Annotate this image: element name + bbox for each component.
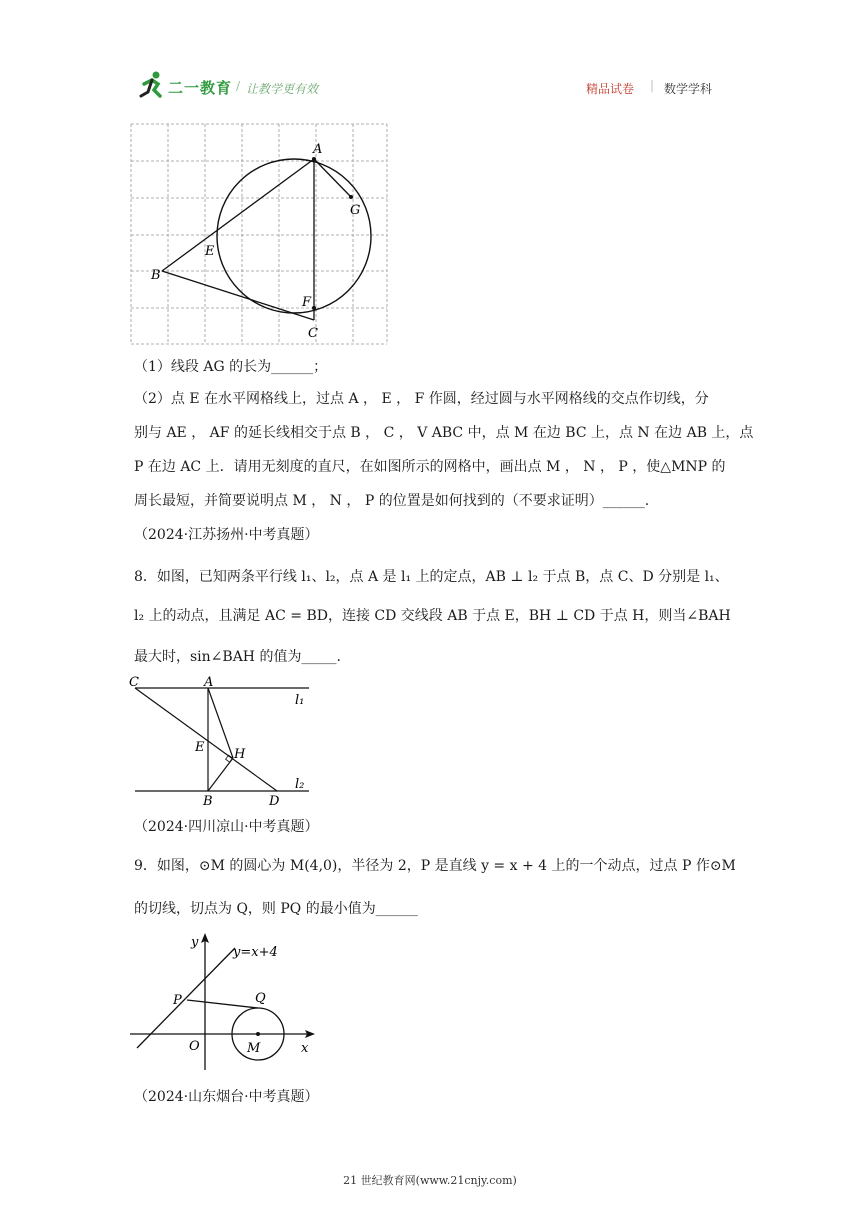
header-divider: /: [236, 79, 241, 93]
label-Q: Q: [255, 991, 266, 1006]
q7-part2-line2: 别与 AE ， AF 的延长线相交于点 B ， C ， V ABC 中，点 M 在边 BC 上，点 N 在边 AB 上，点: [134, 425, 754, 441]
q7-part2-line1: （2）点 E 在水平网格线上，过点 A ， E ， F 作圆，经过圆与水平网格线的交点作切线，分: [134, 391, 709, 407]
label-E: E: [205, 244, 215, 259]
label-E: E: [195, 740, 205, 755]
q9-line2: 的切线，切点为 Q，则 PQ 的最小值为______: [134, 901, 418, 917]
label-C: C: [129, 675, 139, 690]
q8-line1: 8．如图，已知两条平行线 l₁、l₂，点 A 是 l₁ 上的定点，AB ⊥ l₂ 于点 B，点 C、D 分别是 l₁、: [134, 569, 729, 585]
label-l2: l₂: [295, 777, 305, 792]
q7-part1: （1）线段 AG 的长为______；: [134, 359, 328, 375]
label-y: y: [191, 935, 199, 950]
q9-line1: 9．如图，⊙M 的圆心为 M(4,0)，半径为 2，P 是直线 y = x + 4 上的一个动点，过点 P 作⊙M: [134, 858, 736, 874]
label-x: x: [301, 1041, 309, 1056]
label-A: A: [204, 675, 214, 690]
label-H: H: [234, 747, 246, 762]
figure-coordinate-circle: [125, 928, 325, 1073]
logo-text: 二一教育: [168, 79, 233, 97]
label-B: B: [203, 794, 213, 809]
q7-part2-line4: 周长最短，并简要说明点 M ， N ， P 的位置是如何找到的（不要求证明）______.: [134, 493, 650, 509]
q7-source: （2024·江苏扬州·中考真题）: [134, 527, 319, 543]
figure-grid-circle: [125, 120, 395, 350]
label-G: G: [350, 203, 361, 218]
q8-line2: l₂ 上的动点，且满足 AC = BD，连接 CD 交线段 AB 于点 E，BH ⊥ CD 于点 H，则当∠BAH: [134, 608, 731, 624]
label-l1: l₁: [295, 693, 305, 708]
label-line: y=x+4: [233, 945, 278, 960]
figure-parallel-lines: [125, 672, 325, 812]
q8-line3: 最大时，sin∠BAH 的值为_____.: [134, 649, 341, 665]
slogan: 让教学更有效: [246, 82, 319, 96]
header-label: 精品试卷: [586, 82, 635, 96]
label-B: B: [151, 268, 161, 283]
q9-source: （2024·山东烟台·中考真题）: [134, 1089, 319, 1105]
label-P: P: [173, 993, 182, 1008]
label-D: D: [269, 794, 280, 809]
header-separator: |: [650, 78, 655, 92]
label-F: F: [302, 295, 312, 310]
q7-part2-line3: P 在边 AC 上．请用无刻度的直尺，在如图所示的网格中，画出点 M ， N ， P ，使△MNP 的: [134, 459, 726, 475]
label-A: A: [313, 142, 323, 157]
label-C: C: [308, 326, 318, 341]
header-subject: 数学学科: [664, 82, 713, 96]
label-M: M: [247, 1041, 261, 1056]
logo-runner-icon: [138, 70, 166, 100]
label-O: O: [189, 1039, 200, 1054]
q8-source: （2024·四川凉山·中考真题）: [134, 819, 319, 835]
footer: 21 世纪教育网(www.21cnjy.com): [343, 1174, 517, 1187]
